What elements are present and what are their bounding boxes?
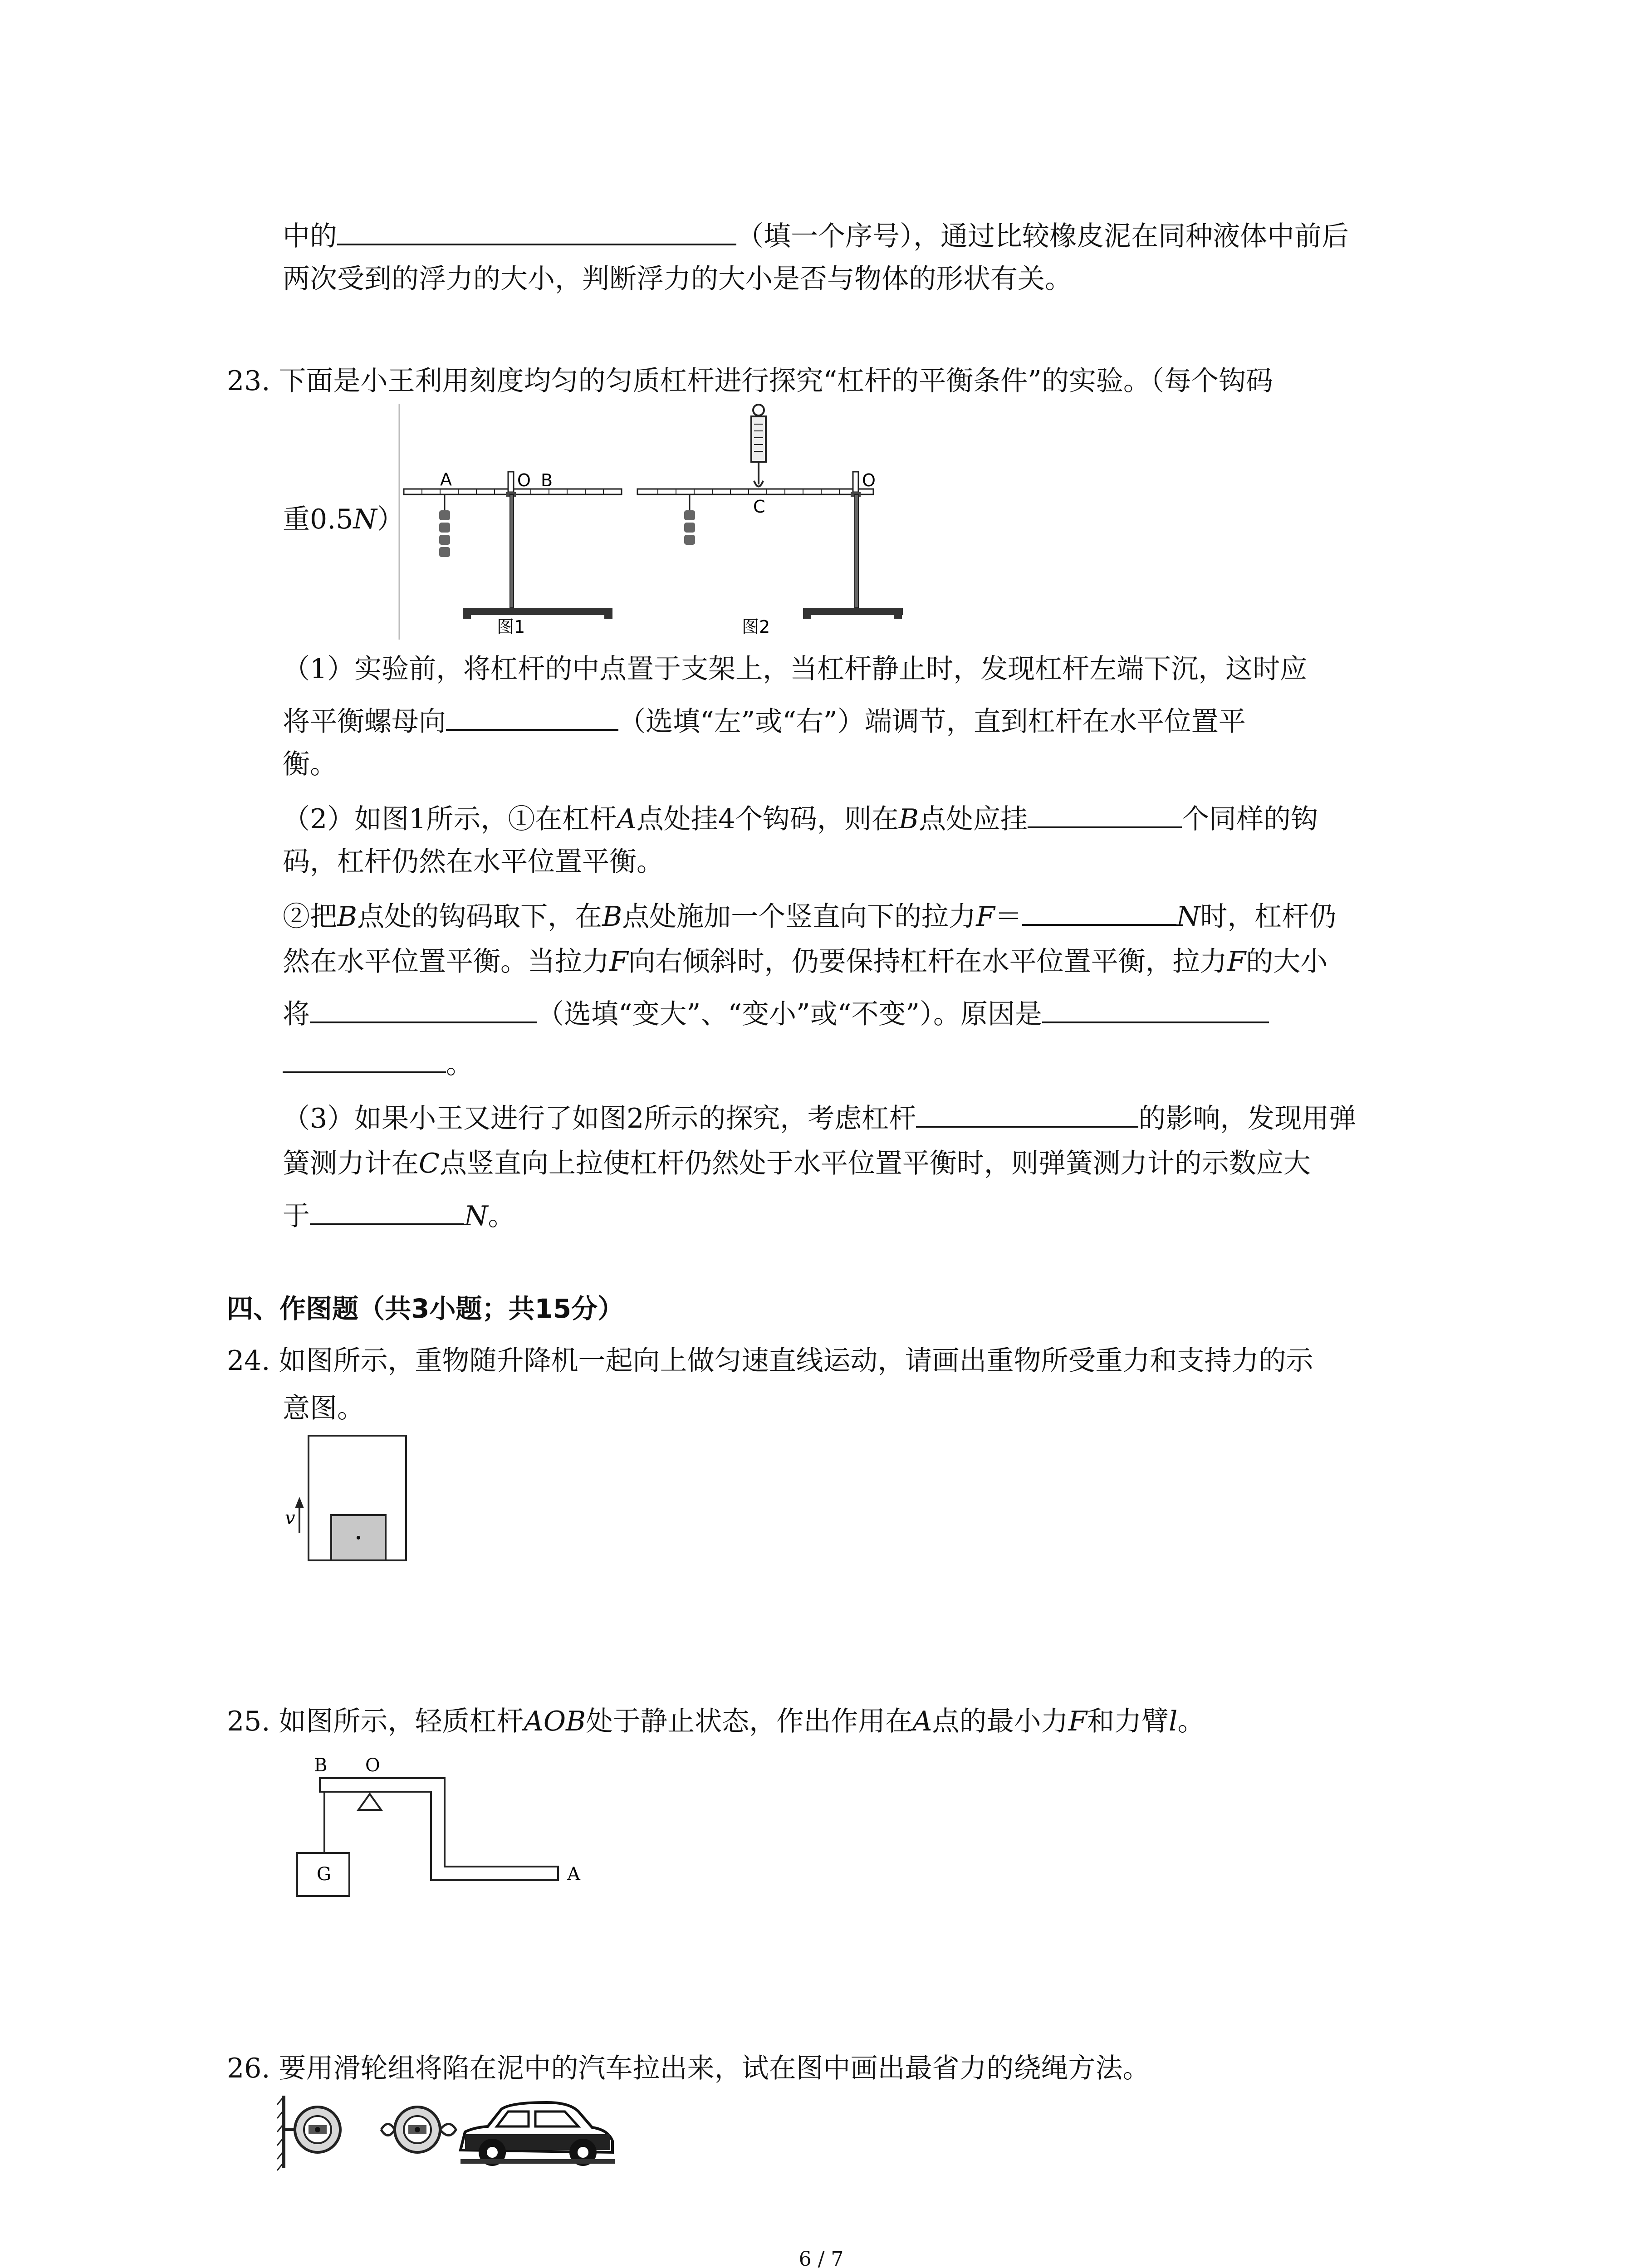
q25-line: 25. 如图所示，轻质杠杆AOB处于静止状态，作出作用在A点的最小力F和力臂l。 — [227, 1706, 1205, 1737]
fig2-label-c: C — [753, 497, 765, 517]
answer-blank[interactable] — [310, 993, 537, 1023]
q23-intro: 23. 下面是小王利用刻度均匀的匀质杠杆进行探究“杠杆的平衡条件”的实验。（每个钩码 — [227, 365, 1273, 397]
answer-blank[interactable] — [1042, 993, 1269, 1023]
q23-p3-line-1: （3）如果小王又进行了如图2所示的探究，考虑杠杆 的影响，发现用弹 — [283, 1098, 1356, 1137]
q23-p1-line-2: 将平衡螺母向 （选填“左”或“右”）端调节，直到杠杆在水平位置平 — [283, 701, 1246, 740]
q24-line-1: 24. 如图所示，重物随升降机一起向上做匀速直线运动，请画出重物所受重力和支持力的示 — [227, 1345, 1313, 1377]
answer-blank[interactable] — [310, 1195, 464, 1225]
figure-1 — [404, 469, 622, 637]
answer-blank[interactable] — [1028, 798, 1182, 828]
q26-line: 26. 要用滑轮组将陷在泥中的汽车拉出来，试在图中画出最省力的绕绳方法。 — [227, 2053, 1150, 2084]
section-title: 四、作图题（共3小题；共15分） — [227, 1293, 624, 1324]
fig1-label-a: A — [440, 469, 452, 489]
fig1-label-b: B — [541, 470, 553, 490]
fig1-label-o: O — [517, 470, 531, 490]
q24-line-2: 意图。 — [283, 1393, 364, 1424]
label-a: A — [567, 1864, 580, 1885]
elevator-figure — [281, 1433, 417, 1569]
fig1-caption: 图1 — [497, 617, 525, 637]
label-g: G — [317, 1864, 331, 1885]
fig2-caption: 图2 — [742, 617, 770, 637]
q22-line-1: 中的 （填一个序号），通过比较橡皮泥在同种液体中前后 — [283, 215, 1349, 254]
fig2-label-o: O — [862, 470, 876, 490]
lever-aob-figure — [281, 1746, 608, 1910]
q23-p1-line-3: 衡。 — [283, 748, 337, 780]
q23-weight-note: 重0.5N） — [283, 503, 404, 535]
pulley-car-figure — [274, 2091, 619, 2173]
q23-p2-line-6: 。 — [283, 1043, 473, 1082]
q23-p2-line-4: 然在水平位置平衡。当拉力F向右倾斜时，仍要保持杠杆在水平位置平衡，拉力F的大小 — [283, 946, 1328, 978]
answer-blank[interactable] — [446, 701, 618, 731]
label-o: O — [365, 1755, 380, 1776]
label-b: B — [314, 1755, 328, 1776]
q23-p2-line-5: 将 （选填“变大”、“变小”或“不变”）。原因是 — [283, 993, 1269, 1032]
lever-figures — [395, 404, 903, 640]
answer-blank[interactable] — [283, 1043, 446, 1073]
q23-p3-line-2: 簧测力计在C点竖直向上拉使杠杆仍然处于水平位置平衡时，则弹簧测力计的示数应大 — [283, 1148, 1311, 1179]
velocity-label: v — [285, 1508, 295, 1529]
q23-p3-line-3: 于 N。 — [283, 1195, 515, 1234]
page-number: 6 / 7 — [798, 2248, 844, 2268]
q23-p2-line-3: ②把B点处的钩码取下，在B点处施加一个竖直向下的拉力F＝ N时，杠杆仍 — [283, 896, 1336, 935]
answer-blank[interactable] — [916, 1098, 1138, 1128]
figure-2 — [637, 405, 903, 637]
q23-p1-line-1: （1）实验前，将杠杆的中点置于支架上，当杠杆静止时，发现杠杆左端下沉，这时应 — [283, 653, 1308, 685]
q23-p2-line-2: 码，杠杆仍然在水平位置平衡。 — [283, 846, 664, 878]
q23-p2-line-1: （2）如图1所示，①在杠杆A点处挂4个钩码，则在B点处应挂 个同样的钩 — [283, 798, 1318, 837]
answer-blank[interactable] — [1022, 896, 1176, 926]
answer-blank[interactable] — [337, 215, 736, 245]
q22-line-2: 两次受到的浮力的大小，判断浮力的大小是否与物体的形状有关。 — [283, 263, 1072, 295]
